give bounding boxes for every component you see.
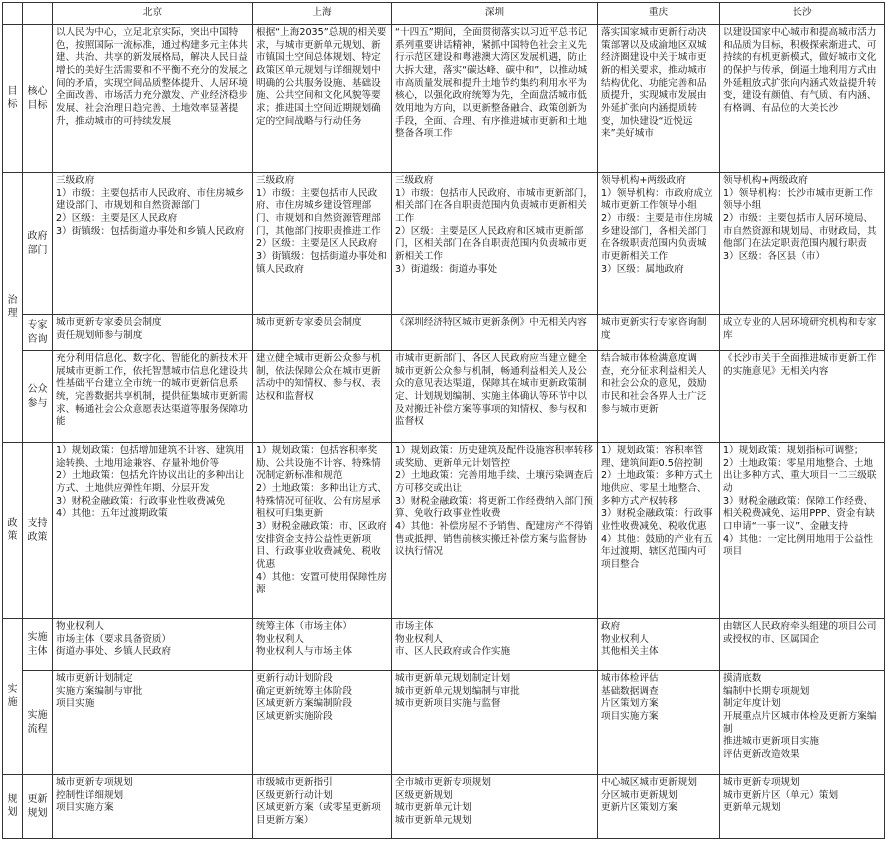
cell-support-shanghai: 1）规划政策：包括容积率奖励、公共设施不计容、特殊情况制定新标准和规范 2）土地政策：多种出让方式、特殊情况可征收、公有房屋承租权可归集更新 3）财税金融政策：市、区政府安排资金支持公益性更新项目、行政事业收费减免、税收优惠 4）其他：安置可使用保障性房源 — [253, 443, 392, 619]
header-city-shenzhen: 深圳 — [392, 3, 598, 25]
row-public — [3, 351, 885, 443]
cell-expert-changsha: 成立专业的人居环境研究机构和专家库 — [720, 315, 885, 351]
cell-support-shenzhen: 1）规划政策：历史建筑及配件设施容积率转移或奖励、更新单元计划管控 2）土地政策：完善用地手续、土壤污染调查后方可移交或出让 3）财税金融政策：将更新工作经费纳入部门预算、免收行政事业性收费 4）其他：补偿房屋不予销售、配建房产不得销售或抵押、销售前核实搬迁补偿方案与监督协议执行情况 — [392, 443, 598, 619]
cell-support-chongqing: 1）规划政策：容积率管理、建筑间距0.5倍控制 2）土地政策：多种方式土地供应、零星土地整合、多种方式产权转移 3）财税金融政策：行政事业性收费减免、税收优惠 4）其他：鼓励的产业有五年过渡期、辖区范围内可项目整合 — [598, 443, 720, 619]
cell-impl-subject-chongqing: 政府 物业权利人 其他相关主体 — [598, 619, 720, 671]
cell-core-goal-chongqing: 落实国家城市更新行动决策部署以及成渝地区双城经济圈建设中关于城市更新的相关要求，推动城市结构优化、功能完善和品质提升，实现城市发展由外延扩张向内涵提质转变，加快建设“近悦远来”美好城市 — [598, 25, 720, 173]
row-expert — [3, 315, 885, 351]
row-label-support: 支持政策 — [23, 443, 53, 619]
header-city-shanghai: 上海 — [253, 3, 392, 25]
cell-impl-subject-beijing: 物业权利人 市场主体（要求具备资质） 街道办事处、乡镇人民政府 — [53, 619, 253, 671]
row-impl-flow — [3, 671, 885, 775]
cell-plan-update-shenzhen: 全市城市更新专项规划 区级更新规划 城市更新单元计划 城市更新单元规划 — [392, 775, 598, 839]
cell-plan-update-shanghai: 市级城市更新指引 区级更新行动计划 区域更新方案（或零星更新项目更新方案） — [253, 775, 392, 839]
cell-gov-dept-shenzhen: 三级政府 1）市级：包括市人民政府、市城市更新部门，相关部门在各自职责范围内负责城市更新相关工作 2）区级：主要是区人民政府和区城市更新部门，区相关部门在各自职责范围内负责城市更新相关工作 3）街道级：街道办事处 — [392, 173, 598, 315]
row-label-core-goal: 核心目标 — [23, 25, 53, 173]
cell-core-goal-shenzhen: “十四五”期间，全面贯彻落实以习近平总书记系列重要讲话精神，紧抓中国特色社会主义先行示范区建设和粤港澳大湾区发展机遇，防止大拆大建，落实“碳达峰、碳中和”，以推动城市高质量发展和提升土地节约集约利用水平为核心，以强化政府统筹为先，全面盘活城市低效用地为方向，以更新整备融合、政策创新为手段，全面、合理、有序推进城市更新和土地整备各项工作 — [392, 25, 598, 173]
cell-gov-dept-shanghai: 三级政府 1）市级：主要包括市人民政府、市住房城乡建设管理部门、市规划和自然资源管理部门，其他部门按职责推进工作 2）区级：主要是区人民政府 3）街镇级：包括街道办事处和镇人民政府 — [253, 173, 392, 315]
cell-impl-flow-chongqing: 城市体检评估 基础数据调查 片区策划方案 项目实施方案 — [598, 671, 720, 775]
category-goal: 目标 — [3, 25, 23, 173]
row-label-public: 公众参与 — [23, 351, 53, 443]
cell-gov-dept-chongqing: 领导机构+两级政府 1）领导机构：市政府成立城市更新工作领导小组 2）市级：主要是市住房城乡建设部门，各相关部门在各级职责范围内负责城市更新相关工作 3）区级：属地政府 — [598, 173, 720, 315]
cell-impl-subject-shenzhen: 市场主体 物业权利人 市、区人民政府或合作实施 — [392, 619, 598, 671]
cell-impl-subject-changsha: 由辖区人民政府牵头组建的项目公司或授权的市、区属国企 — [720, 619, 885, 671]
cell-public-chongqing: 结合城市体检满意度调查，充分征求利益相关人和社会公众的意见，鼓励市民和社会各界人士广泛参与城市更新 — [598, 351, 720, 443]
cell-expert-chongqing: 城市更新实行专家咨询制度 — [598, 315, 720, 351]
category-planning: 规划 — [3, 775, 23, 839]
row-core-goal — [3, 25, 885, 173]
row-label-expert: 专家咨询 — [23, 315, 53, 351]
cell-impl-flow-shanghai: 更新行动计划阶段 确定更新统筹主体阶段 区域更新方案编制阶段 区域更新实施阶段 — [253, 671, 392, 775]
cell-impl-flow-shenzhen: 城市更新单元规划制定计划 城市更新单元规划编制与审批 城市更新项目实施与监督 — [392, 671, 598, 775]
cell-plan-update-chongqing: 中心城区城市更新规划 分区城市更新规划 更新片区策划方案 — [598, 775, 720, 839]
cell-public-changsha: 《长沙市关于全面推进城市更新工作的实施意见》无相关内容 — [720, 351, 885, 443]
cell-impl-flow-changsha: 摸清底数 编制中长期专项规划 制定年度计划 开展重点片区城市体检及更新方案编制 推进城市更新项目实施 评估更新改造效果 — [720, 671, 885, 775]
header-row — [3, 3, 885, 25]
category-policy: 政策 — [3, 443, 23, 619]
row-impl-subject — [3, 619, 885, 671]
cell-public-shenzhen: 市城市更新部门、各区人民政府应当建立健全城市更新公众参与机制，畅通利益相关人及公众的意见表达渠道，保障其在城市更新政策制定、计划规划编制、实施主体确认等环节中以及对搬迁补偿方案等事项的知情权、参与权和监督权 — [392, 351, 598, 443]
cell-impl-flow-beijing: 城市更新计划制定 实施方案编制与审批 项目实施 — [53, 671, 253, 775]
cell-support-beijing: 1）规划政策：包括增加建筑不计容、建筑用途转换、土地用途兼容、存量补地价等 2）土地政策：包括允许协议出让的多种出让方式、土地供应弹性年期、分层开发 3）财税金融政策：行政事业性收费减免 4）其他：五年过渡期政策 — [53, 443, 253, 619]
row-label-gov-dept: 政府部门 — [23, 173, 53, 315]
category-implementation: 实施 — [3, 619, 23, 775]
cell-support-changsha: 1）规划政策：规划指标可调整； 2）土地政策：零星用地整合、土地出让多种方式、重大项目一二三级联动 3）财税金融政策：保障工作经费、相关税费减免、运用PPP、资金有缺口申请“一事一议”、金融支持 4）其他：一定比例用地用于公益性项目 — [720, 443, 885, 619]
row-label-impl-subject: 实施主体 — [23, 619, 53, 671]
cell-impl-subject-shanghai: 统筹主体（市场主体） 物业权利人 物业权利人与市场主体 — [253, 619, 392, 671]
cell-core-goal-beijing: 以人民为中心，立足北京实际，突出中国特色，按照国际一流标准，通过构建多元主体共建、共治、共享的新发展格局，解决人民日益增长的美好生活需要和不平衡不充分的发展之间的矛盾，实现空间品质整体提升、人居环境全面改善、市场活力充分激发、产业经济稳步发展、社会治理日趋完善、土地效率显著提升，推动城市的可持续发展 — [53, 25, 253, 173]
cell-expert-shenzhen: 《深圳经济特区城市更新条例》中无相关内容 — [392, 315, 598, 351]
header-blank — [3, 3, 23, 25]
row-label-impl-flow: 实施流程 — [23, 671, 53, 775]
header-city-chongqing: 重庆 — [598, 3, 720, 25]
cell-gov-dept-changsha: 领导机构+两级政府 1）领导机构：长沙市城市更新工作领导小组 2）市级：主要包括市人居环境局、市自然资源和规划局、市财政局，其他部门在法定职责范围内履行职责 3）区级：各区县（市） — [720, 173, 885, 315]
cell-core-goal-changsha: 以建设国家中心城市和提高城市活力和品质为目标，积极探索渐进式、可持续的有机更新模式，做好城市文化的保护与传承，倒逼土地利用方式由外延粗放式扩张向内涵式效益提升转变，建设有颜值、有气质、有内涵、有格调、有品位的大美长沙 — [720, 25, 885, 173]
header-city-beijing: 北京 — [53, 3, 253, 25]
row-gov-dept — [3, 173, 885, 315]
cell-public-beijing: 充分利用信息化、数字化、智能化的新技术开展城市更新工作，依托智慧城市信息化建设共性基础平台建立全市统一的城市更新信息系统，完善数据共享机制，提供征集城市更新需求、畅通社会公众意愿表达渠道等服务保障功能 — [53, 351, 253, 443]
cell-core-goal-shanghai: 根据“上海2035”总规的相关要求，与城市更新单元规划、新市镇国土空间总体规划、特定政策区单元规划与详细规划中明确的公共服务设施、基础设施、公共空间和文化风貌等要求；推进国土空间近期规划确定的空间战略与行动任务 — [253, 25, 392, 173]
cell-gov-dept-beijing: 三级政府 1）市级：主要包括市人民政府、市住房城乡建设部门、市规划和自然资源部门 2）区级：主要是区人民政府 3）街镇级：包括街道办事处和乡镇人民政府 — [53, 173, 253, 315]
cell-public-shanghai: 建立健全城市更新公众参与机制，依法保障公众在城市更新活动中的知情权、参与权、表达权和监督权 — [253, 351, 392, 443]
header-blank — [23, 3, 53, 25]
row-support — [3, 443, 885, 619]
header-city-changsha: 长沙 — [720, 3, 885, 25]
category-governance: 治理 — [3, 173, 23, 443]
cell-plan-update-changsha: 城市更新专项规划 城市更新片区（单元）策划 更新单元规划 — [720, 775, 885, 839]
cell-expert-beijing: 城市更新专家委员会制度 责任规划师参与制度 — [53, 315, 253, 351]
cell-plan-update-beijing: 城市更新专项规划 控制性详细规划 项目实施方案 — [53, 775, 253, 839]
cell-expert-shanghai: 城市更新专家委员会制度 — [253, 315, 392, 351]
row-plan-update — [3, 775, 885, 839]
urban-renewal-comparison-table — [2, 2, 885, 839]
row-label-plan-update: 更新规划 — [23, 775, 53, 839]
